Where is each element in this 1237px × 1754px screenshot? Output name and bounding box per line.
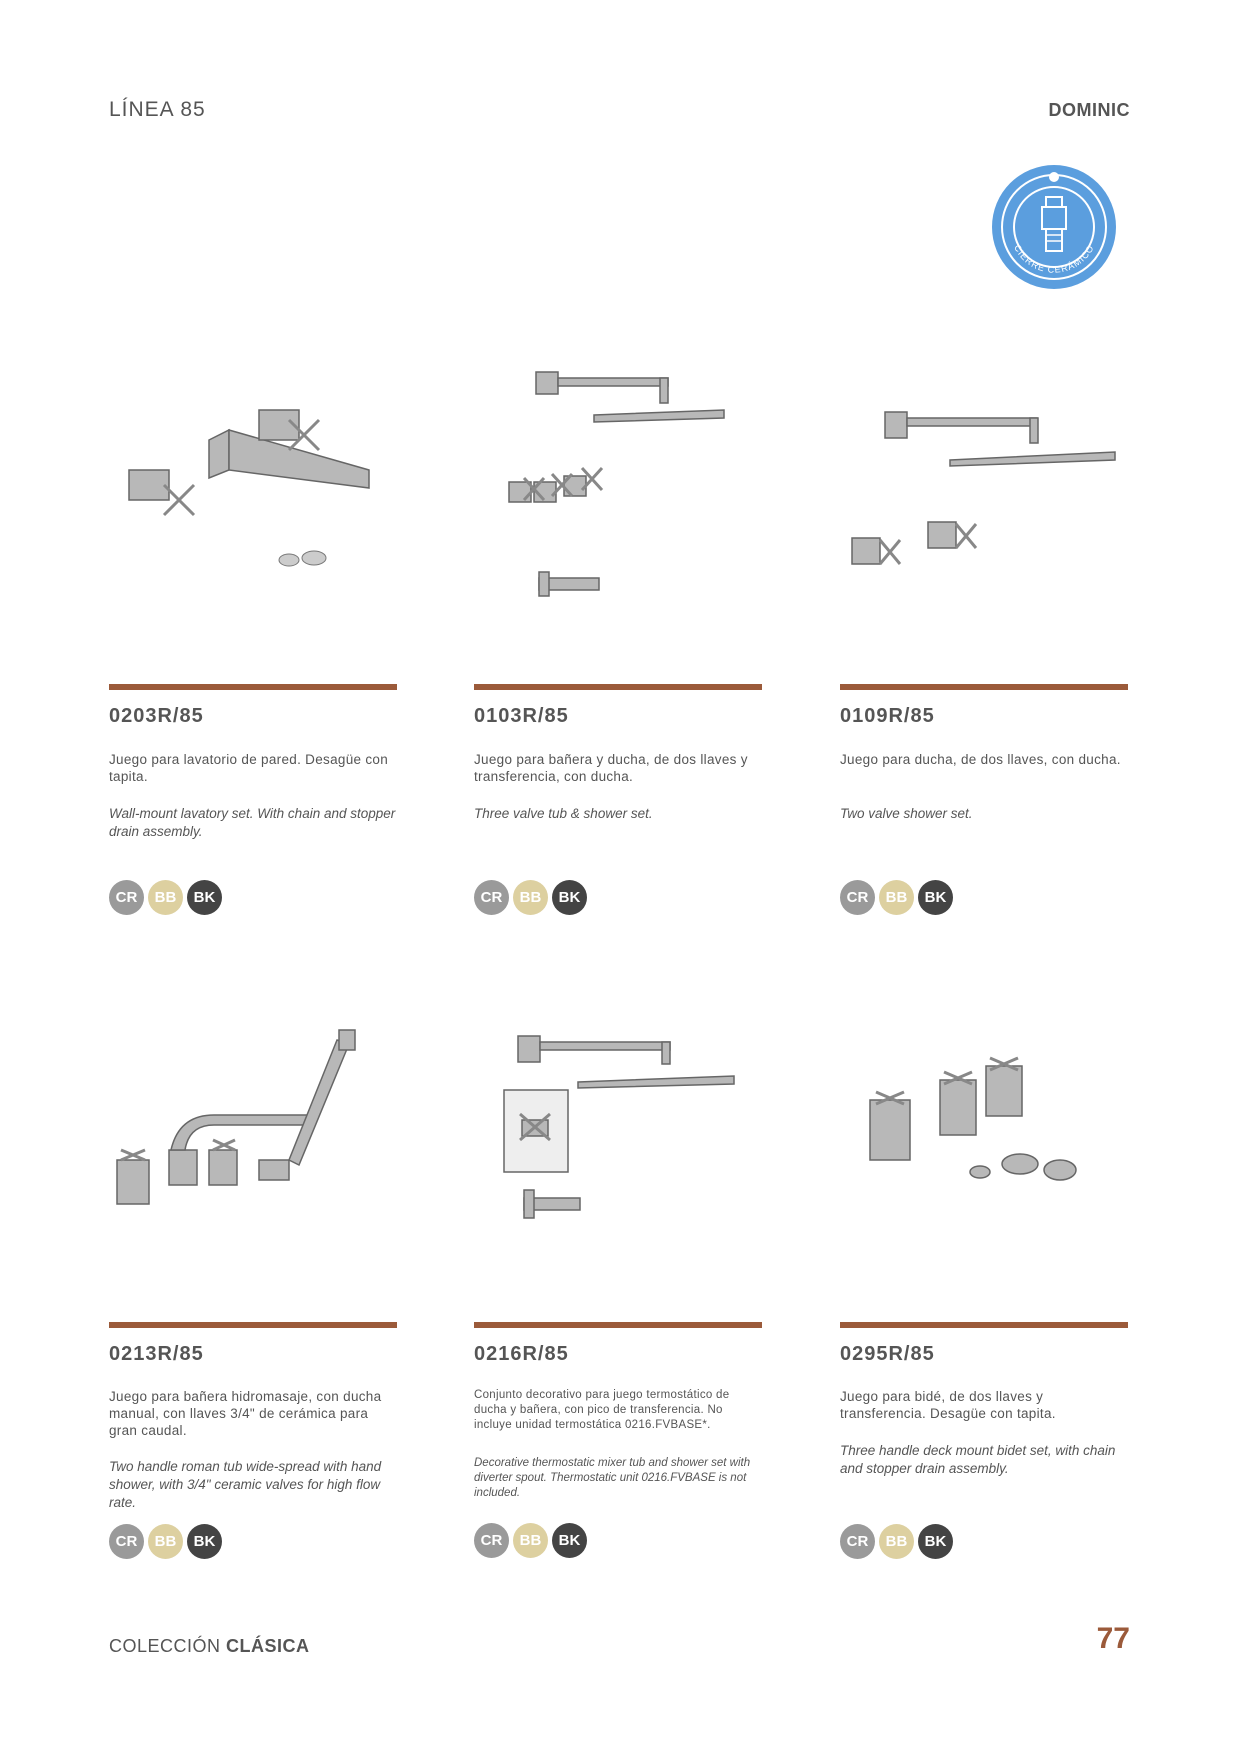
finish-cr: CR: [840, 880, 875, 915]
product-code: 0203R/85: [109, 705, 204, 727]
finish-bb: BB: [513, 880, 548, 915]
finish-options: [840, 1524, 953, 1559]
finish-bk: BK: [918, 880, 953, 915]
tub-shower-set-icon: [474, 360, 764, 620]
product-description-es: Juego para bidé, de dos llaves y transferencia. Desagüe con tapita.: [840, 1389, 1056, 1421]
product-description-es: Juego para lavatorio de pared. Desagüe con tapita.: [109, 752, 389, 784]
finish-options: [109, 1524, 222, 1559]
product-code: 0103R/85: [474, 705, 569, 727]
collection-prefix: COLECCIÓN: [109, 1636, 221, 1656]
bidet-set-icon: [840, 1000, 1130, 1260]
section-divider: [840, 1322, 1128, 1328]
collection-name: CLÁSICA: [226, 1636, 310, 1656]
product-description-en: Three valve tub & shower set.: [474, 806, 653, 821]
finish-bb: BB: [148, 880, 183, 915]
header-model: DOMINIC: [1048, 100, 1130, 120]
finish-cr: CR: [474, 1523, 509, 1558]
finish-bk: BK: [918, 1524, 953, 1559]
finish-bb: BB: [879, 1524, 914, 1559]
finish-cr: CR: [474, 880, 509, 915]
finish-bb: BB: [148, 1524, 183, 1559]
roman-tub-set-icon: [109, 1000, 399, 1260]
finish-bb: BB: [513, 1523, 548, 1558]
product-description-en: Two handle roman tub wide-spread with hand shower, with 3/4" ceramic valves for high flow rate.: [109, 1459, 382, 1510]
shower-set-icon: [840, 360, 1130, 620]
finish-options: [474, 880, 587, 915]
finish-bk: BK: [552, 1523, 587, 1558]
product-code: 0295R/85: [840, 1343, 935, 1365]
product-description-es: Conjunto decorativo para juego termostático de ducha y bañera, con pico de transferencia. No incluye unidad termostática 0216.FVBASE*.: [474, 1389, 730, 1431]
section-divider: [474, 684, 762, 690]
footer-collection: [109, 1636, 310, 1657]
finish-options: [840, 880, 953, 915]
finish-bk: BK: [187, 1524, 222, 1559]
finish-bb: BB: [879, 880, 914, 915]
product-code: 0109R/85: [840, 705, 935, 727]
finish-bk: BK: [552, 880, 587, 915]
section-divider: [474, 1322, 762, 1328]
product-description-es: Juego para bañera hidromasaje, con ducha manual, con llaves 3/4" de cerámica para gran caudal.: [109, 1389, 382, 1438]
section-divider: [109, 684, 397, 690]
product-description-en: Three handle deck mount bidet set, with chain and stopper drain assembly.: [840, 1443, 1116, 1476]
finish-cr: CR: [109, 1524, 144, 1559]
thermostatic-set-icon: [474, 1000, 764, 1260]
finish-cr: CR: [840, 1524, 875, 1559]
finish-bk: BK: [187, 880, 222, 915]
product-description-es: Juego para bañera y ducha, de dos llaves y transferencia, con ducha.: [474, 752, 748, 784]
finish-cr: CR: [109, 880, 144, 915]
finish-options: [474, 1523, 587, 1558]
product-description-en: Wall-mount lavatory set. With chain and stopper drain assembly.: [109, 806, 396, 839]
product-description-en: Decorative thermostatic mixer tub and shower set with diverter spout. Thermostatic unit 0216.FVBASE is not included.: [474, 1457, 751, 1499]
wall-lavatory-set-icon: [109, 360, 399, 620]
ceramic-seal-badge: [990, 163, 1118, 291]
finish-options: [109, 880, 222, 915]
section-divider: [840, 684, 1128, 690]
badge-label: CIERRE CERÁMICO: [1012, 243, 1096, 275]
page-number: 77: [1096, 1622, 1130, 1655]
section-divider: [109, 1322, 397, 1328]
header-line: LÍNEA 85: [109, 98, 206, 121]
product-description-es: Juego para ducha, de dos llaves, con ducha.: [840, 752, 1121, 767]
product-code: 0213R/85: [109, 1343, 204, 1365]
product-code: 0216R/85: [474, 1343, 569, 1365]
product-description-en: Two valve shower set.: [840, 806, 973, 821]
